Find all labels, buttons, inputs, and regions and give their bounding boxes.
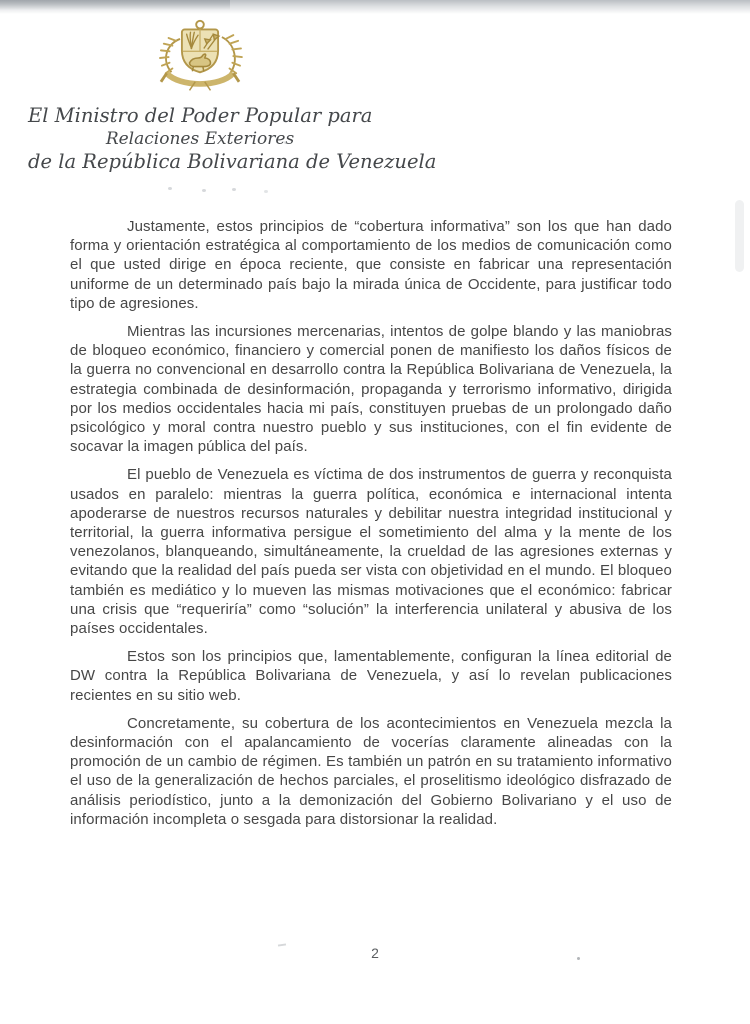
paragraph-2: Mientras las incursiones mercenarias, intentos de golpe blando y las maniobras de bloqueo económico, financiero y comercial ponen de manifiesto los daños físicos de la guerra no convencional en desarrollo contra la República Bolivariana de Venezuela, la estrategia combinada de desinformación, propaganda y terrorismo informativo, dirigida por los medios occidentales hacia mi país, constituyen pruebas de un prolongado daño psicológico y moral contra nuestro pueblo y sus instituciones, con el fin evidente de socavar la imagen pública del país. [70,323,672,456]
paragraph-5: Concretamente, su cobertura de los acontecimientos en Venezuela mezcla la desinformación con el apalancamiento de vocerías claramente alineadas con la promoción de un cambio de régimen. Es también un patrón en su tratamiento informativo el uso de la generalización de hechos parciales, el proselitismo ideológico disfrazado de análisis periodístico, junto a la demonización del Gobierno Bolivariano y el uso de información incompleta o sesgada para distorsionar la realidad. [70,714,672,828]
scan-smudge-artifact [168,187,172,190]
paragraph-3: El pueblo de Venezuela es víctima de dos instrumentos de guerra y reconquista usados en paralelo: mientras la guerra política, económica e internacional intenta apoderarse de nuestros recursos naturales y debilitar nuestra integridad institucional y territorial, la guerra informativa persigue el sometimiento del alma y la mente de los venezolanos, blanqueando, simultáneamente, la crueldad de las agresiones externas y evitando que la realidad del país pueda ser vista con objetividad en el mundo. El bloqueo también es mediático y lo mueven las mismas motivaciones que el económico: fabricar una crisis que “requeriría” como “solución” la interferencia unilateral y abusiva de los países occidentales. [70,466,672,638]
paragraph-4: Estos son los principios que, lamentablemente, configuran la línea editorial de DW contra la República Bolivariana de Venezuela, y así lo revelan publicaciones recientes en su sitio web. [70,648,672,704]
letterhead [28,104,437,174]
scan-dot-artifact [284,141,287,144]
paragraph-1: Justamente, estos principios de “cobertura informativa” son los que han dado forma y orientación estratégica al comportamiento de los medios de comunicación como el que usted dirige en época reciente, que consiste en fabricar una representación uniforme de un determinado país bajo la mirada única de Occidente, para justificar todo tipo de agresiones. [70,218,672,312]
letterhead-line-2: Relaciones Exteriores [105,129,295,149]
scan-edge-artifact-top-left [0,0,230,10]
page-number: 2 [371,945,379,961]
letter-body [70,217,672,838]
scan-edge-artifact-right [735,200,744,272]
venezuela-coat-of-arms-icon [147,18,253,98]
letterhead-line-1: El Ministro del Poder Popular para [28,104,373,127]
letterhead-line-3: de la República Bolivariana de Venezuela [28,150,437,173]
